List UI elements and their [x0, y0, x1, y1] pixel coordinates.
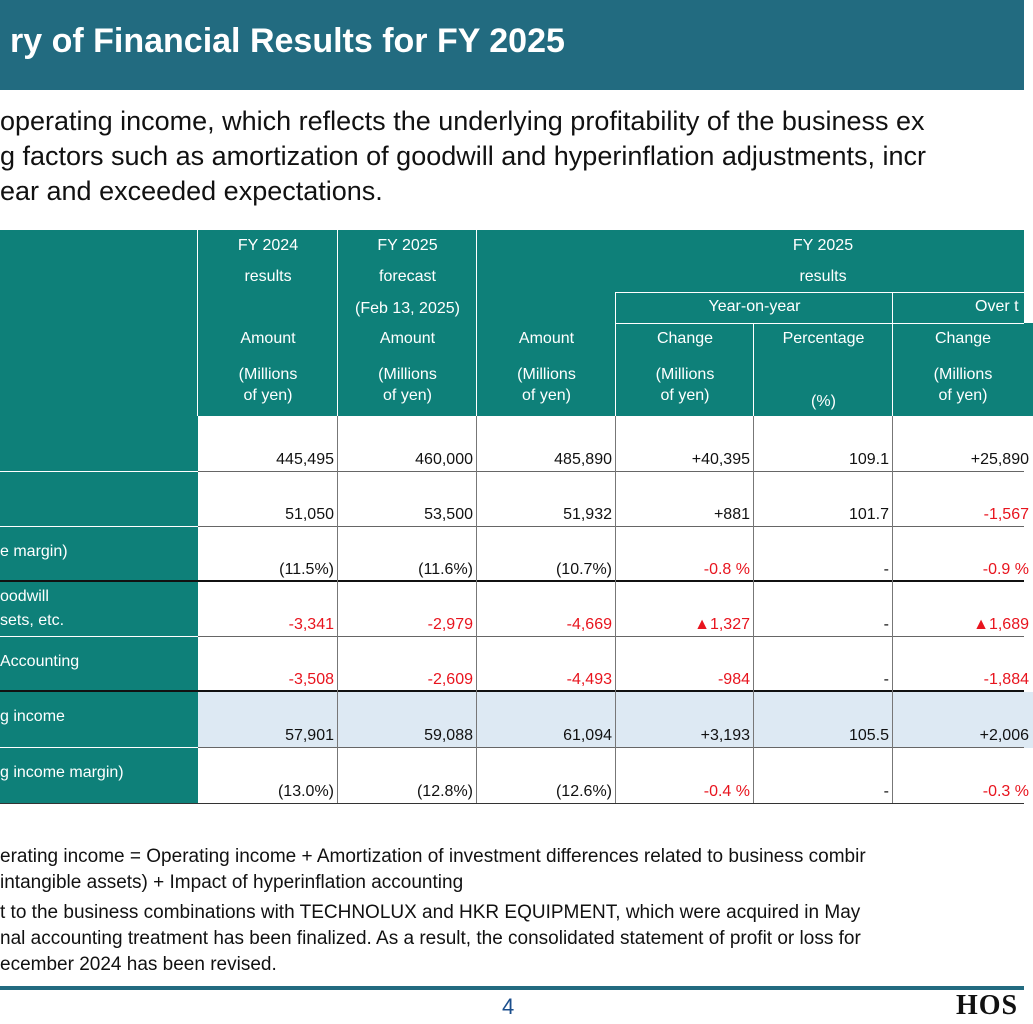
table-cell	[754, 582, 893, 637]
header-result-amount	[477, 292, 616, 416]
table-cell	[893, 416, 1033, 472]
table-cell	[893, 527, 1033, 582]
footnote-line: intangible assets) + Impact of hyperinflation accounting	[0, 872, 464, 893]
footnote-line: nal accounting treatment has been finalized. As a result, the consolidated statement of profit or loss for	[0, 928, 861, 949]
cell-value: +3,193	[700, 727, 750, 744]
header-text: results	[244, 268, 292, 285]
header-over	[893, 292, 1024, 323]
header-text: FY 2025	[377, 237, 438, 254]
cell-value: 51,932	[563, 506, 612, 523]
table-cell	[754, 527, 893, 582]
row-label	[0, 582, 198, 637]
cell-value: (12.6%)	[555, 783, 612, 800]
table-cell	[198, 416, 338, 472]
table-cell	[754, 748, 893, 804]
cell-value: -3,508	[288, 671, 334, 688]
header-text: Amount	[240, 330, 296, 347]
header-fy2024	[198, 230, 338, 416]
table-cell	[338, 416, 477, 472]
row-label	[0, 692, 198, 748]
cell-value: -0.8 %	[703, 561, 750, 578]
row-label-text: Accounting	[0, 653, 80, 670]
cell-value: -	[883, 561, 889, 578]
cell-value: 59,088	[424, 727, 473, 744]
cell-value: -2,609	[427, 671, 473, 688]
header-yoy-change	[616, 323, 754, 416]
intro-line: operating income, which reflects the underlying profitability of the business ex	[0, 106, 925, 136]
page-title: ry of Financial Results for FY 2025	[10, 22, 565, 60]
cell-value: +40,395	[691, 451, 750, 468]
row-label	[0, 748, 198, 804]
cell-value: 460,000	[415, 451, 473, 468]
company-logo: HOS	[956, 990, 1019, 1021]
header-text: Amount	[518, 330, 575, 347]
cell-value: -4,493	[566, 671, 612, 688]
table-cell	[198, 637, 338, 692]
footnotes	[0, 844, 1024, 978]
footnote-line: ecember 2024 has been revised.	[0, 954, 277, 975]
cell-value: -	[883, 783, 889, 800]
header-text: (Millions	[517, 366, 576, 383]
table-cell	[477, 472, 616, 527]
header-text: Over t	[975, 298, 1019, 315]
header-text: Percentage	[782, 330, 865, 347]
cell-value: (10.7%)	[555, 561, 612, 578]
header-text: Change	[934, 330, 992, 347]
table-cell	[338, 582, 477, 637]
financial-results-table	[0, 230, 1029, 804]
cell-value: -1,884	[983, 671, 1029, 688]
header-text: (%)	[811, 393, 836, 410]
cell-value: +881	[713, 506, 750, 523]
header-label-col	[0, 230, 198, 416]
table-cell	[754, 472, 893, 527]
cell-value: 101.7	[848, 506, 889, 523]
table-cell	[616, 472, 754, 527]
cell-value: 53,500	[424, 506, 473, 523]
intro-line: ear and exceeded expectations.	[0, 176, 383, 206]
cell-value: (11.5%)	[279, 561, 334, 578]
table-cell	[338, 527, 477, 582]
table-cell	[893, 637, 1033, 692]
cell-value: 485,890	[554, 451, 612, 468]
table-cell	[754, 692, 893, 748]
header-text: (Millions	[238, 366, 298, 383]
cell-value: -1,567	[983, 506, 1029, 523]
cell-value: ▲1,327	[694, 616, 750, 633]
cell-value: -	[883, 616, 889, 633]
intro-line: g factors such as amortization of goodwill and hyperinflation adjustments, incr	[0, 141, 926, 171]
cell-value: -3,341	[288, 616, 334, 633]
table-cell	[616, 582, 754, 637]
cell-value: 51,050	[285, 506, 334, 523]
intro-text	[0, 104, 1024, 209]
table-cell	[198, 472, 338, 527]
table-cell	[616, 637, 754, 692]
cell-value: 109.1	[848, 451, 889, 468]
row-label-text: e margin)	[0, 543, 68, 560]
cell-value: -2,979	[427, 616, 473, 633]
header-text: of yen)	[938, 387, 988, 404]
table-cell	[198, 527, 338, 582]
cell-value: +25,890	[970, 451, 1029, 468]
cell-value: 445,495	[276, 451, 334, 468]
table-cell	[477, 637, 616, 692]
header-yoy	[616, 292, 893, 323]
header-text: (Feb 13, 2025)	[355, 300, 460, 317]
cell-value: (11.6%)	[418, 561, 473, 578]
table-cell	[477, 582, 616, 637]
table-cell	[338, 637, 477, 692]
table-cell	[893, 582, 1033, 637]
cell-value: -984	[717, 671, 750, 688]
row-label-text: g income	[0, 708, 65, 725]
header-text: of yen)	[383, 387, 432, 404]
footnote-line: erating income = Operating income + Amortization of investment differences related to business combir	[0, 846, 866, 867]
header-text: Year-on-year	[708, 298, 801, 315]
table-cell	[198, 582, 338, 637]
cell-value: 57,901	[285, 727, 334, 744]
header-text: of yen)	[660, 387, 710, 404]
header-text: FY 2025	[792, 237, 854, 254]
cell-value: (13.0%)	[277, 783, 334, 800]
footer-divider	[0, 986, 1024, 990]
table-cell	[754, 637, 893, 692]
table-cell	[338, 472, 477, 527]
table-cell	[477, 748, 616, 804]
header-yoy-percentage	[754, 323, 893, 416]
table-cell	[338, 692, 477, 748]
cell-value: -	[883, 671, 889, 688]
cell-value: +2,006	[979, 727, 1029, 744]
header-fy2025-forecast	[338, 230, 477, 416]
header-text: Change	[656, 330, 714, 347]
cell-value: 61,094	[563, 727, 612, 744]
header-text: (Millions	[933, 366, 993, 383]
table-cell	[754, 416, 893, 472]
header-text: (Millions	[655, 366, 715, 383]
table-cell	[893, 472, 1033, 527]
table-cell	[198, 692, 338, 748]
row-label	[0, 472, 198, 527]
cell-value: ▲1,689	[973, 616, 1029, 633]
header-over-change	[893, 323, 1033, 416]
cell-value: 105.5	[848, 727, 889, 744]
table-cell	[477, 692, 616, 748]
footnote-line: t to the business combinations with TECHNOLUX and HKR EQUIPMENT, which were acquired in May	[0, 902, 861, 923]
row-label	[0, 527, 198, 582]
header-text: (Millions	[378, 366, 437, 383]
table-cell	[198, 748, 338, 804]
cell-value: -0.9 %	[982, 561, 1029, 578]
header-text: Amount	[379, 330, 436, 347]
table-cell	[477, 527, 616, 582]
header-text: of yen)	[522, 387, 571, 404]
row-label-text: oodwill	[0, 588, 49, 605]
table-cell	[477, 416, 616, 472]
row-label	[0, 637, 198, 692]
row-label-text: sets, etc.	[0, 612, 65, 629]
table-cell	[616, 748, 754, 804]
table-cell	[893, 748, 1033, 804]
header-text: of yen)	[243, 387, 293, 404]
cell-value: (12.8%)	[416, 783, 473, 800]
cell-value: -0.3 %	[982, 783, 1029, 800]
header-text: results	[799, 268, 847, 285]
title-bar	[0, 0, 1024, 90]
header-text: FY 2024	[237, 237, 299, 254]
page-number: 4	[502, 994, 515, 1019]
table-cell	[893, 692, 1033, 748]
table-cell	[616, 527, 754, 582]
cell-value: -4,669	[566, 616, 612, 633]
cell-value: -0.4 %	[703, 783, 750, 800]
table-cell	[616, 416, 754, 472]
table-cell	[338, 748, 477, 804]
header-fy2025-results	[477, 230, 1024, 292]
header-text: forecast	[379, 268, 436, 285]
row-label	[0, 416, 198, 472]
row-label-text: g income margin)	[0, 764, 124, 781]
table-cell	[616, 692, 754, 748]
